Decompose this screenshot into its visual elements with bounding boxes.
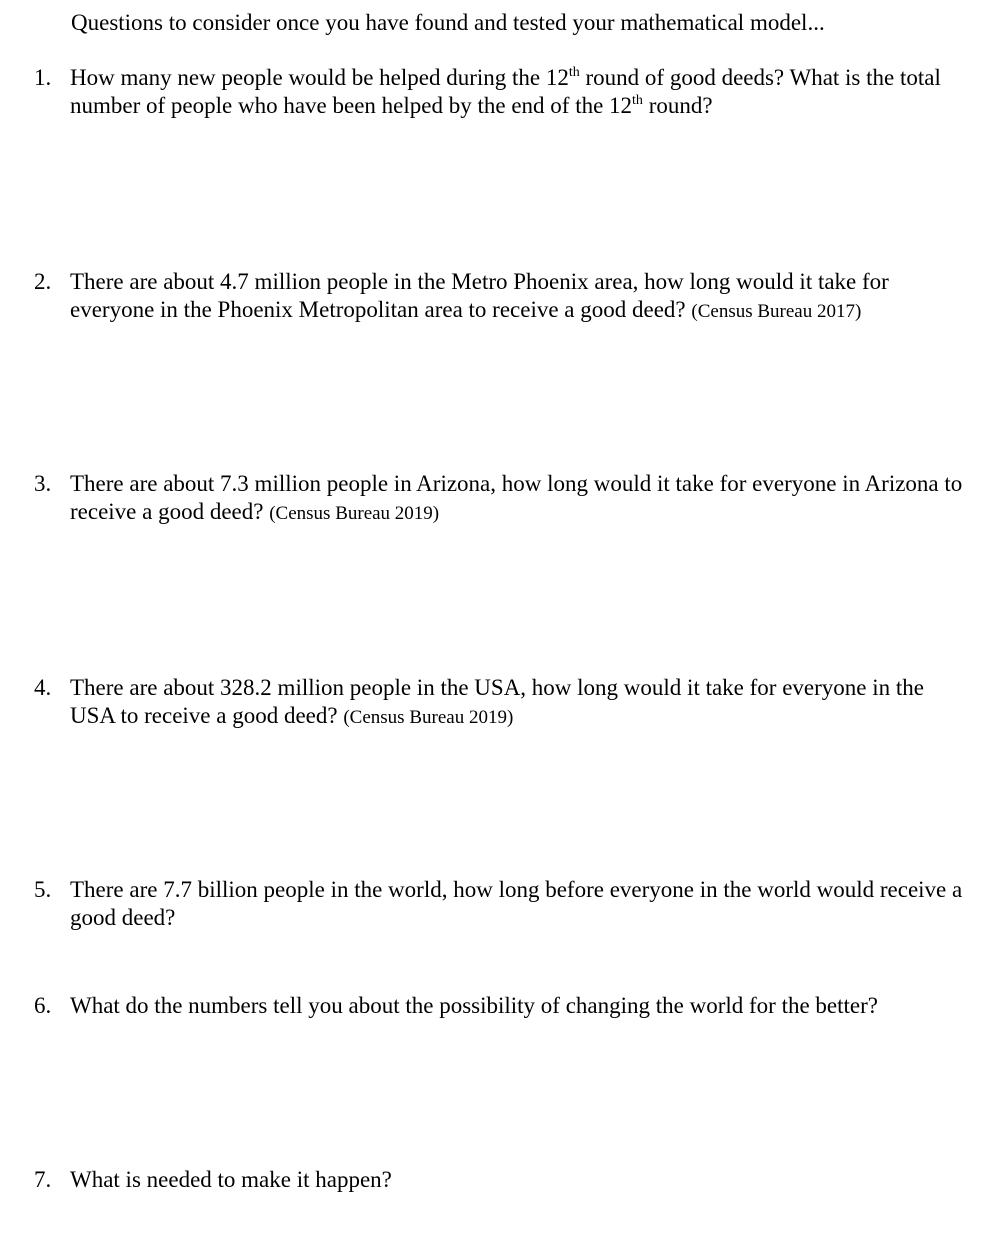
question-text: There are about 4.7 million people in the Metro Phoenix area, how long would it take for everyone in the Phoenix Metropolitan area to receive a good deed? (Census Bureau 2017) [70, 269, 889, 322]
question-text: There are about 7.3 million people in Arizona, how long would it take for everyone in Arizona to receive a good deed? (Census Bureau 2019) [70, 471, 963, 524]
worksheet-intro: Questions to consider once you have found and tested your mathematical model... [71, 10, 825, 35]
question-number: 4. [34, 675, 52, 700]
question-number: 6. [34, 993, 52, 1018]
question-source: (Census Bureau 2019) [269, 503, 440, 524]
question-text: There are about 328.2 million people in the USA, how long would it take for everyone in the USA to receive a good deed? (Census Bureau 2019) [70, 675, 924, 728]
question-number: 5. [34, 877, 52, 902]
question-text: There are 7.7 billion people in the world, how long before everyone in the world would receive a good deed? [70, 877, 963, 930]
question-source: (Census Bureau 2019) [343, 707, 514, 728]
question-number: 1. [34, 65, 52, 90]
question-text: What is needed to make it happen? [70, 1167, 392, 1192]
question-number: 7. [34, 1167, 52, 1192]
ordinal-suffix: th [632, 93, 643, 108]
question-text: What do the numbers tell you about the possibility of changing the world for the better? [70, 993, 878, 1018]
question-number: 2. [34, 269, 52, 294]
ordinal-suffix: th [568, 65, 580, 80]
question-source: (Census Bureau 2017) [691, 301, 862, 322]
question-number: 3. [34, 471, 52, 496]
question-text: How many new people would be helped during the 12th round of good deeds? What is the total number of people who have been helped by the end of the 12th round? [70, 65, 941, 118]
